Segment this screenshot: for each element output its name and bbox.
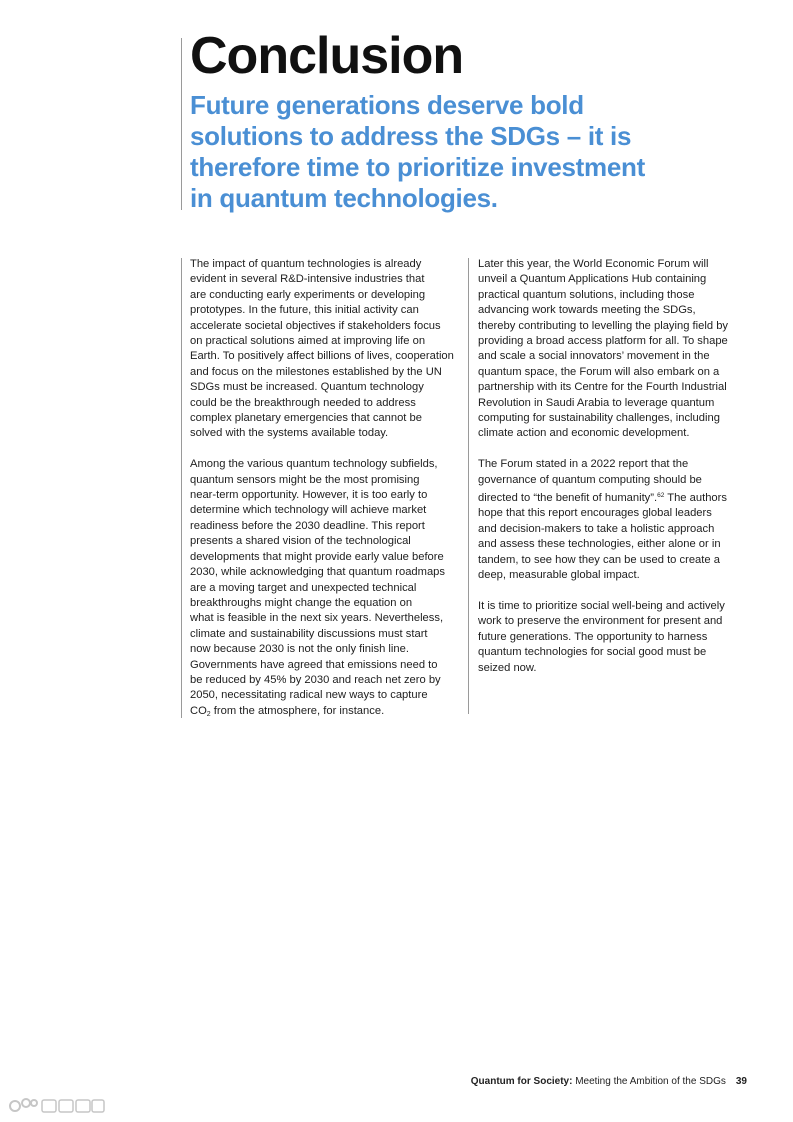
text-line: what is feasible in the next six years. Nevertheless, bbox=[190, 612, 444, 625]
watermark-logo-icon bbox=[6, 1096, 106, 1116]
title-divider-rule bbox=[181, 38, 182, 210]
text-line: be reduced by 45% by 2030 and reach net zero by bbox=[190, 673, 441, 686]
text-line: now because 2030 is not the only finish line. bbox=[190, 643, 409, 656]
text-line: quantum sensors might be the most promising bbox=[190, 473, 420, 486]
text-line: developments that might provide early value before bbox=[190, 550, 444, 563]
text-line: thereby contributing to levelling the playing field by bbox=[478, 319, 729, 332]
text-line: climate and sustainability discussions must start bbox=[190, 627, 428, 640]
footer-subtitle: Meeting the Ambition of the SDGs bbox=[572, 1076, 726, 1087]
text-line: breakthroughs might change the equation on bbox=[190, 596, 413, 609]
text-line: are conducting early experiments or developing bbox=[190, 288, 426, 301]
page-number: 39 bbox=[735, 1076, 747, 1087]
logo-watermark-icon bbox=[6, 1096, 106, 1116]
text-line: quantum technologies for social good must be bbox=[478, 646, 707, 659]
text-line: The Forum stated in a 2022 report that the bbox=[478, 458, 689, 471]
text-line: and decision-makers to take a holistic approach bbox=[478, 522, 715, 535]
text-line: complex planetary emergencies that cannot be bbox=[190, 412, 422, 425]
text-line: Earth. To positively affect billions of lives, cooperation bbox=[190, 350, 454, 363]
text-line: deep, measurable global impact. bbox=[478, 569, 640, 582]
text-line: 2030, while acknowledging that quantum roadmaps bbox=[190, 566, 445, 579]
co2-subscript: 2 bbox=[206, 710, 211, 718]
subtitle bbox=[190, 90, 645, 214]
left-paragraph-2 bbox=[190, 457, 465, 722]
co2-prefix: CO bbox=[190, 704, 207, 717]
text-line-co2 bbox=[190, 704, 465, 722]
text-line: prototypes. In the future, this initial activity can bbox=[190, 304, 419, 317]
subtitle-line: in quantum technologies. bbox=[190, 183, 498, 213]
text-line: work to preserve the environment for present and bbox=[478, 615, 723, 628]
text-line: governance of quantum computing should be bbox=[478, 473, 702, 486]
text-line: solved with the systems available today. bbox=[190, 427, 389, 440]
text-line: providing a broad access platform for all. To shape bbox=[478, 335, 728, 348]
page-title: Conclusion bbox=[190, 27, 464, 85]
text-line: Governments have agreed that emissions need to bbox=[190, 658, 438, 671]
column-separator-rule bbox=[468, 258, 469, 714]
text-line: tandem, to see how they can be used to create a bbox=[478, 553, 720, 566]
text-line: determine which technology will achieve market bbox=[190, 504, 427, 517]
text-line: quantum space, the Forum will also embark on a bbox=[478, 365, 720, 378]
text-line: Revolution in Saudi Arabia to leverage quantum bbox=[478, 396, 715, 409]
text-line: SDGs must be increased. Quantum technology bbox=[190, 381, 424, 394]
subtitle-line: Future generations deserve bold bbox=[190, 90, 584, 120]
text-line: near-term opportunity. However, it is too early to bbox=[190, 489, 428, 502]
text-line: hope that this report encourages global leaders bbox=[478, 507, 712, 520]
subtitle-line: therefore time to prioritize investment bbox=[190, 152, 645, 182]
text-line: practical quantum solutions, including those bbox=[478, 288, 695, 301]
text-line: computing for sustainability challenges, including bbox=[478, 412, 720, 425]
right-column bbox=[478, 257, 748, 691]
text-line: climate action and economic development. bbox=[478, 427, 690, 440]
text-line: and assess these technologies, either alone or in bbox=[478, 538, 721, 551]
text-line: accelerate societal objectives if stakeholders focus bbox=[190, 319, 441, 332]
text-line: readiness before the 2030 deadline. This report bbox=[190, 519, 425, 532]
text-line: It is time to prioritize social well-being and actively bbox=[478, 599, 725, 612]
text-line-with-ref bbox=[478, 488, 748, 506]
footnote-ref[interactable]: 62 bbox=[657, 492, 665, 500]
text-line: on practical solutions aimed at improving life on bbox=[190, 335, 426, 348]
co2-suffix: from the atmosphere, for instance. bbox=[210, 704, 385, 717]
text-line: 2050, necessitating radical new ways to capture bbox=[190, 689, 428, 702]
right-paragraph-1 bbox=[478, 257, 748, 442]
text-line: The impact of quantum technologies is already bbox=[190, 258, 422, 270]
text-line: advancing work towards meeting the SDGs, bbox=[478, 304, 696, 317]
quote-text: directed to “the benefit of humanity”. bbox=[478, 492, 658, 505]
text-line: Later this year, the World Economic Forum will bbox=[478, 258, 709, 270]
text-line: partnership with its Centre for the Fourth Industrial bbox=[478, 381, 727, 394]
page-footer bbox=[471, 1076, 747, 1087]
text-after-ref: The authors bbox=[664, 492, 727, 505]
left-column bbox=[190, 257, 465, 738]
right-paragraph-2 bbox=[478, 457, 748, 583]
text-line: Among the various quantum technology subfields, bbox=[190, 458, 438, 471]
text-line: could be the breakthrough needed to address bbox=[190, 396, 416, 409]
footer-brand: Quantum for Society: bbox=[470, 1076, 573, 1087]
text-line: are a moving target and unexpected technical bbox=[190, 581, 417, 594]
text-line: and focus on the milestones established by the UN bbox=[190, 365, 442, 378]
text-line: and scale a social innovators’ movement in the bbox=[478, 350, 710, 363]
text-line: evident in several R&D-intensive industries that bbox=[190, 273, 425, 286]
left-column-rule bbox=[181, 258, 182, 718]
text-line: future generations. The opportunity to harness bbox=[478, 630, 708, 643]
right-paragraph-3 bbox=[478, 599, 748, 676]
left-paragraph-1 bbox=[190, 257, 465, 442]
text-line: presents a shared vision of the technological bbox=[190, 535, 411, 548]
subtitle-line: solutions to address the SDGs – it is bbox=[190, 121, 632, 151]
text-line: unveil a Quantum Applications Hub containing bbox=[478, 273, 707, 286]
text-line: seized now. bbox=[478, 661, 537, 674]
